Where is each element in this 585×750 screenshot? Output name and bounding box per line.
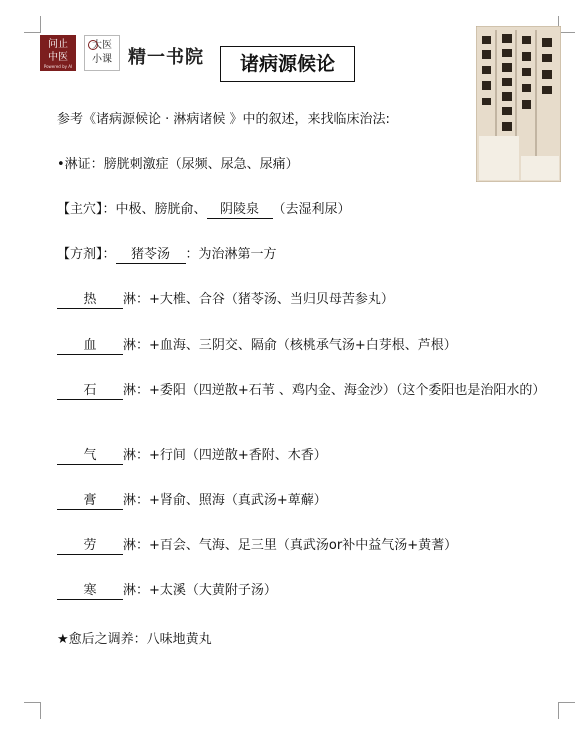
ancient-manuscript-image: [476, 26, 561, 182]
lin-type-name: 血: [57, 337, 123, 355]
emblem-icon: [88, 40, 98, 50]
dayi-xiaoke-logo: [84, 35, 120, 71]
lin-type-name: 劳: [57, 537, 123, 555]
lin-type-line: [57, 290, 394, 310]
lin-type-name: 膏: [57, 492, 123, 510]
lin-type-line: [57, 491, 327, 511]
wenzhi-logo: [40, 35, 76, 71]
symptom-text: •淋证：膀胱刺激症（尿频、尿急、尿痛）: [57, 157, 299, 172]
lin-type-line: [57, 381, 572, 401]
formula-suffix: ：为治淋第一方: [185, 247, 277, 262]
main-points-label: 【主穴】：中极、膀胱俞、: [57, 202, 207, 217]
lin-type-text: 淋：+行间（四逆散+香附、木香）: [123, 448, 327, 463]
lin-type-text: 淋：+肾俞、照海（真武汤+萆薢）: [123, 493, 327, 508]
main-points-blank: 阴陵泉: [207, 201, 273, 219]
crop-mark-bottom-right: [558, 702, 575, 719]
lin-type-line: [57, 536, 457, 556]
intro-text: 参考《诸病源候论 · 淋病诸候 》中的叙述，来找临床治法:: [57, 112, 390, 127]
lin-type-text: 淋：+血海、三阴交、隔俞（核桃承气汤+白芽根、芦根）: [123, 338, 457, 353]
crop-mark-top-left: [24, 16, 41, 33]
lin-type-text: 淋：+委阳（四逆散+石苇 、鸡内金、海金沙）（这个委阳也是治阳水的）: [123, 383, 546, 398]
lin-type-line: [57, 446, 327, 466]
aftercare-text: ★愈后之调养：八味地黄丸: [57, 632, 212, 647]
jingyi-academy-logo: 精一书院: [128, 47, 204, 68]
formula-line: [57, 245, 277, 265]
logo-text-line2: 中医: [48, 52, 68, 63]
lin-type-name: 石: [57, 382, 123, 400]
main-points-line: [57, 200, 351, 220]
lin-type-text: 淋：+百会、气海、足三里（真武汤or补中益气汤+黄蓍）: [123, 538, 458, 553]
lin-type-name: 热: [57, 291, 123, 309]
crop-mark-bottom-left: [24, 702, 41, 719]
logo-text-line1: 问止: [48, 39, 68, 50]
lin-type-text: 淋：+大椎、合谷（猪苓汤、当归贝母苦参丸）: [123, 292, 394, 307]
page-title: 诸病源候论: [220, 46, 355, 82]
lin-type-name: 寒: [57, 582, 123, 600]
formula-label: 【方剂】：: [57, 247, 116, 262]
main-points-suffix: （去湿利尿）: [272, 202, 351, 217]
lin-type-text: 淋：+太溪（大黄附子汤）: [123, 583, 277, 598]
lin-type-name: 气: [57, 447, 123, 465]
logo-text-line1: 大医: [92, 40, 112, 51]
formula-blank: 猪苓汤: [116, 246, 186, 264]
logo-tagline: Powered by AI: [43, 64, 73, 69]
lin-type-line: [57, 336, 457, 356]
logo-text-line2: 小课: [92, 54, 112, 65]
lin-type-line: [57, 581, 277, 601]
